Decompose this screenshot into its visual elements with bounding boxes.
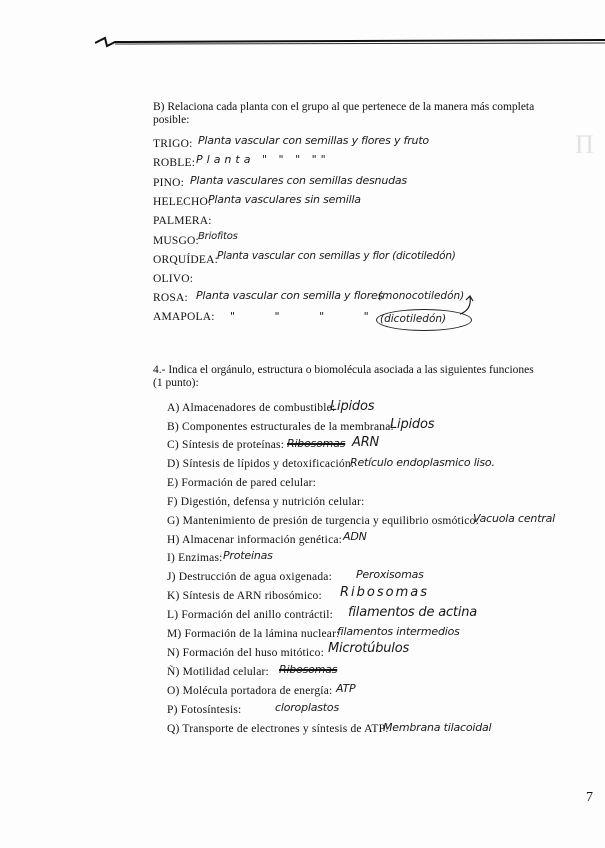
item-a-answer[interactable]: Lipidos xyxy=(330,399,375,414)
circled-annotation xyxy=(376,309,472,331)
item-p-label: P) Fotosíntesis: xyxy=(167,704,242,716)
item-l-answer[interactable]: filamentos de actina xyxy=(348,605,478,620)
plant-label-pino: PINO: xyxy=(153,177,185,189)
item-i-label: I) Enzimas: xyxy=(167,552,223,564)
item-k-answer[interactable]: Ribosomas xyxy=(340,585,429,600)
item-q-label: Q) Transporte de electrones y síntesis de ATP: xyxy=(167,723,389,735)
plant-answer-helecho[interactable]: Planta vasculares sin semilla xyxy=(208,193,361,206)
item-nn-struck-answer: Ribosomas xyxy=(279,663,338,676)
plant-answer-amapola[interactable]: " " " " xyxy=(230,310,387,323)
page-number: 7 xyxy=(586,790,593,805)
item-nn-label: Ñ) Motilidad celular: xyxy=(167,666,269,678)
plant-label-trigo: TRIGO: xyxy=(153,138,193,150)
item-j-label: J) Destrucción de agua oxigenada: xyxy=(167,571,332,583)
item-a-label: A) Almacenadores de combustible: xyxy=(167,402,336,414)
item-e-label: E) Formación de pared celular: xyxy=(167,477,317,489)
plant-label-musgo: MUSGO: xyxy=(153,235,199,247)
plant-answer-trigo[interactable]: Planta vascular con semillas y flores y fruto xyxy=(198,134,429,147)
item-c-answer[interactable]: ARN xyxy=(352,435,380,450)
rosa-classification-tag: (monocotiledón) xyxy=(378,290,465,302)
plant-label-roble: ROBLE: xyxy=(153,157,196,169)
plant-label-orquidea: ORQUÍDEA: xyxy=(153,254,219,266)
plant-answer-pino[interactable]: Planta vasculares con semillas desnudas xyxy=(190,174,407,187)
item-b-answer[interactable]: Lipidos xyxy=(390,417,435,432)
plant-answer-musgo[interactable]: Briofitos xyxy=(198,231,238,242)
item-h-answer[interactable]: ADN xyxy=(343,530,367,543)
item-m-label: M) Formación de la lámina nuclear: xyxy=(167,628,340,640)
plant-label-rosa: ROSA: xyxy=(153,292,188,304)
item-g-label: G) Mantenimiento de presión de turgencia y equilibrio osmótico: xyxy=(167,515,479,527)
amapola-classification-tag: (dicotiledón) xyxy=(380,313,447,325)
plant-label-amapola: AMAPOLA: xyxy=(153,311,215,323)
item-o-label: O) Molécula portadora de energía: xyxy=(167,685,333,697)
item-l-label: L) Formación del anillo contráctil: xyxy=(167,609,334,621)
plant-label-palmera: PALMERA: xyxy=(153,215,212,227)
question-4-text: 4.- Indica el orgánulo, estructura o biomolécula asociada a las siguientes funciones (1 punto): xyxy=(153,364,534,389)
question-b-text: B) Relaciona cada planta con el grupo al que pertenece de la manera más completa posible: xyxy=(153,101,535,126)
item-h-label: H) Almacenar información genética: xyxy=(167,534,343,546)
item-m-answer[interactable]: filamentos intermedios xyxy=(337,625,460,638)
item-g-answer[interactable]: Vacuola central xyxy=(473,512,556,525)
plant-answer-rosa[interactable]: Planta vascular con semilla y flores xyxy=(196,289,384,302)
page-edge-line xyxy=(95,36,605,50)
item-i-answer[interactable]: Proteinas xyxy=(223,549,273,562)
plant-label-olivo: OLIVO: xyxy=(153,273,194,285)
item-c-label: C) Síntesis de proteínas: xyxy=(167,439,285,451)
plant-answer-roble[interactable]: Planta " " " "" xyxy=(196,153,330,166)
item-p-answer[interactable]: cloroplastos xyxy=(275,701,339,714)
item-d-answer[interactable]: Retículo endoplasmico liso. xyxy=(350,456,495,469)
item-f-label: F) Digestión, defensa y nutrición celular: xyxy=(167,496,365,508)
item-n-answer[interactable]: Microtúbulos xyxy=(328,641,410,656)
item-j-answer[interactable]: Peroxisomas xyxy=(356,568,424,581)
bleed-through-mark: Π xyxy=(575,130,594,159)
plant-label-helecho: HELECHO: xyxy=(153,196,212,208)
item-c-struck-answer: Ribosomas xyxy=(287,437,346,450)
plant-answer-orquidea[interactable]: Planta vascular con semillas y flor (dicotiledón) xyxy=(217,250,456,262)
item-b-label: B) Componentes estructurales de la membrana: xyxy=(167,421,394,433)
item-o-answer[interactable]: ATP xyxy=(336,682,356,695)
item-d-label: D) Síntesis de lípidos y detoxificación: xyxy=(167,458,355,470)
item-k-label: K) Síntesis de ARN ribosómico: xyxy=(167,590,322,602)
item-n-label: N) Formación del huso mitótico: xyxy=(167,647,324,659)
item-q-answer[interactable]: Membrana tilacoidal xyxy=(383,721,492,734)
